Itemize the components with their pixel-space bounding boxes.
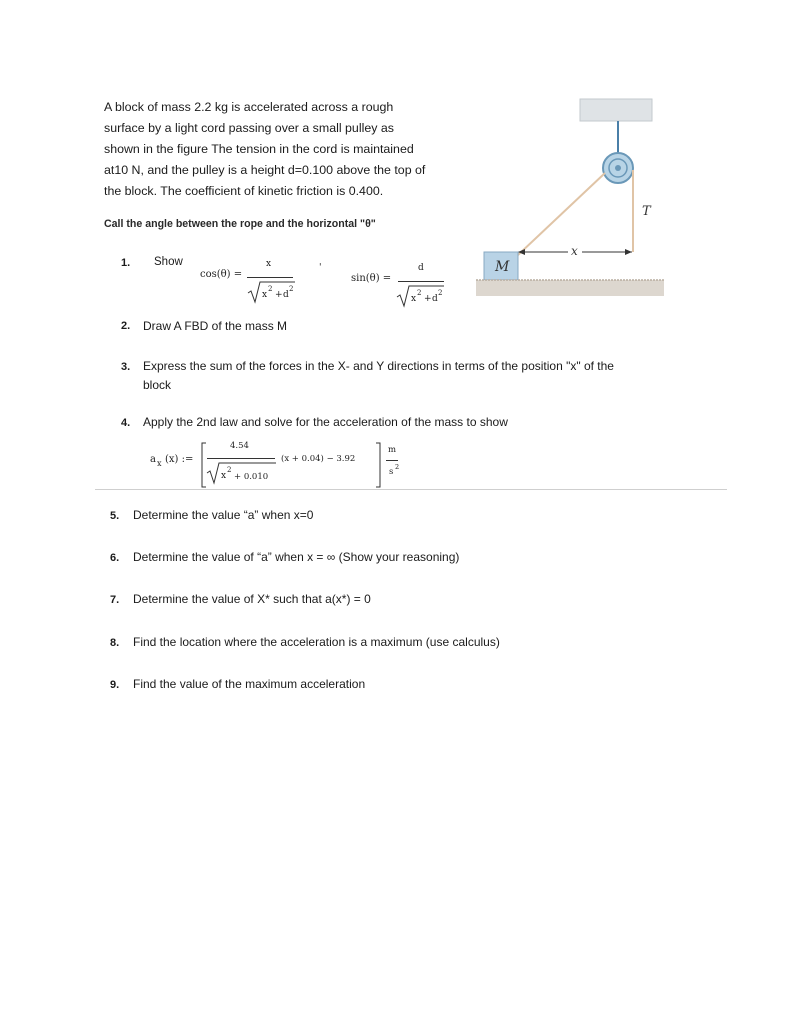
question-number: 2. <box>121 320 131 332</box>
question-text: Determine the value “a” when x=0 <box>133 508 314 522</box>
question-number: 6. <box>110 552 120 564</box>
svg-text:x: x <box>221 471 227 481</box>
tension-label: T <box>642 204 651 219</box>
question-number: 7. <box>110 594 120 606</box>
question-number: 9. <box>110 679 120 691</box>
rough-surface <box>476 280 664 296</box>
question-text: Draw A FBD of the mass M <box>143 319 288 333</box>
question-number: 8. <box>110 637 120 649</box>
svg-text:2: 2 <box>438 289 443 297</box>
acceleration-formula <box>150 442 410 488</box>
svg-text:+: + <box>424 294 432 304</box>
svg-text:d: d <box>432 294 438 304</box>
svg-text:2: 2 <box>289 285 294 293</box>
sin-numerator: d <box>418 263 424 273</box>
question-number: 1. <box>121 257 131 269</box>
question-text: Express the sum of the forces in the X- and Y directions in terms of the position "x" of the <box>143 359 614 373</box>
question-text: Find the location where the acceleration is a maximum (use calculus) <box>133 635 500 649</box>
accel-numerator: 4.54 <box>230 441 249 451</box>
question-text: Show <box>154 256 183 268</box>
accel-middle: (x + 0.04) − 3.92 <box>281 454 356 464</box>
intro-line: at10 N, and the pulley is a height d=0.100 above the top of <box>104 163 426 177</box>
sin-formula <box>351 263 461 312</box>
accel-arg: (x) := <box>165 454 194 465</box>
svg-text:2: 2 <box>268 285 273 293</box>
mass-label: M <box>495 259 510 275</box>
cos-radical <box>247 279 297 305</box>
problem-statement <box>104 97 484 202</box>
pulley-figure <box>468 95 668 305</box>
section-divider <box>95 489 727 490</box>
sin-radical <box>396 283 446 309</box>
cos-lhs: cos(θ) = <box>200 269 243 280</box>
svg-text:2: 2 <box>417 289 422 297</box>
cos-formula <box>200 259 310 308</box>
svg-text:+ 0.010: + 0.010 <box>234 472 269 482</box>
intro-line: the block. The coefficient of kinetic friction is 0.400. <box>104 184 384 198</box>
question-text: Find the value of the maximum acceleration <box>133 677 366 691</box>
question-text: Determine the value of X* such that a(x*) = 0 <box>133 592 371 606</box>
question-number: 3. <box>121 361 131 373</box>
intro-line: shown in the figure The tension in the cord is maintained <box>104 142 414 156</box>
ceiling <box>580 99 652 121</box>
svg-text:x: x <box>411 294 417 304</box>
x-label: x <box>571 244 578 258</box>
accel-lhs: a <box>150 454 156 465</box>
question-number: 5. <box>110 510 120 522</box>
sin-lhs: sin(θ) = <box>351 273 392 284</box>
cos-numerator: x <box>266 259 272 269</box>
rope-diagonal <box>518 173 605 255</box>
svg-text:2: 2 <box>227 466 232 474</box>
unit-numerator: m <box>388 445 397 455</box>
angle-note: Call the angle between the rope and the horizontal "θ" <box>104 218 376 230</box>
intro-line: surface by a light cord passing over a small pulley as <box>104 121 394 135</box>
unit-denominator: s <box>389 467 394 477</box>
intro-line: A block of mass 2.2 kg is accelerated across a rough <box>104 100 394 114</box>
accel-sub: x <box>157 459 162 468</box>
question-number: 4. <box>121 417 131 429</box>
question-text: Apply the 2nd law and solve for the acceleration of the mass to show <box>143 415 508 429</box>
question-text: Determine the value of “a” when x = ∞ (Show your reasoning) <box>133 550 460 564</box>
svg-text:x: x <box>262 290 268 300</box>
question-text-continuation: block <box>143 378 172 392</box>
svg-text:d: d <box>283 290 289 300</box>
svg-text:+: + <box>275 290 283 300</box>
unit-exponent: 2 <box>395 463 400 471</box>
accel-radical <box>206 460 278 486</box>
